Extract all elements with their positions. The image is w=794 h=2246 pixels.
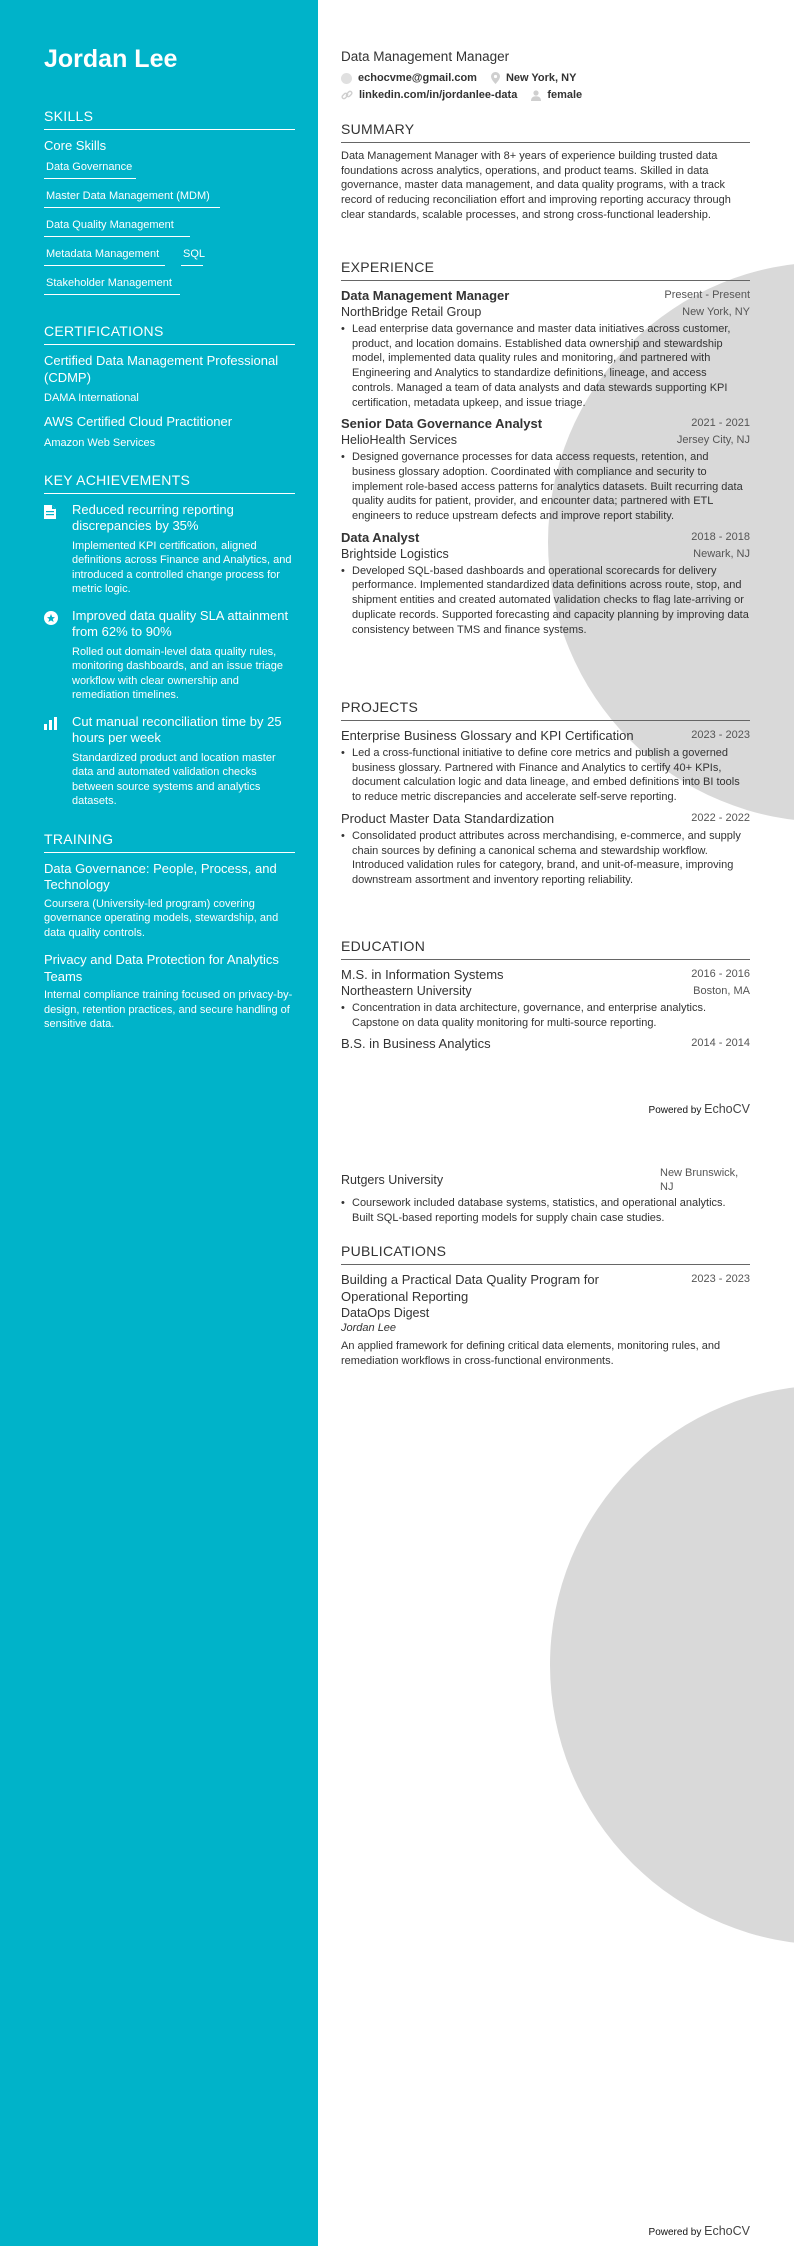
- candidate-name: Jordan Lee: [44, 45, 178, 73]
- projects-heading: PROJECTS: [341, 699, 750, 721]
- experience-entry: [341, 529, 750, 638]
- contact-location: [491, 71, 577, 85]
- training-name: Data Governance: People, Process, and Technology: [44, 860, 277, 892]
- email-icon: [341, 73, 352, 84]
- project-title: Enterprise Business Glossary and KPI Certification: [341, 728, 634, 743]
- job-title: Data Management Manager: [341, 49, 510, 64]
- skill-chip: SQL: [181, 243, 203, 266]
- training-heading: TRAINING: [44, 831, 295, 853]
- skill-chip: Master Data Management (MDM): [44, 185, 220, 208]
- gender-text: female: [547, 89, 583, 101]
- project-date: 2022 - 2022: [691, 811, 750, 824]
- contact-email[interactable]: [341, 71, 477, 85]
- contact-row: [341, 71, 590, 85]
- cert-org: Amazon Web Services: [44, 436, 156, 449]
- school: Rutgers University: [341, 1173, 444, 1187]
- entry-title: Data Management Manager: [341, 288, 510, 303]
- entry-date: Present - Present: [664, 289, 750, 301]
- training-name: Privacy and Data Protection for Analytics Teams: [44, 952, 279, 984]
- entry-title: Data Analyst: [341, 529, 420, 545]
- publications-section: [341, 1243, 750, 1373]
- project-bullet: • Led a cross-functional initiative to define core metrics and publish a governed business glossary. Partnered with Finance and Analytics to certify 40+ KPIs, document calculation logic and data lineage, and embed definitions into BI tools to reduce metric discrepancies and accelerate self-serve reporting.: [341, 746, 750, 805]
- project-entry: [341, 810, 750, 888]
- experience-entry: [341, 287, 750, 410]
- project-bullet: • Consolidated product attributes across merchandising, e-commerce, and supply chain sources by defining a canonical schema and stewardship workflow. Introduced validation rules for category, brand, and unit-of-measure, improving downstream assortment and inventory reporting reliability.: [341, 829, 750, 888]
- contact-row: [341, 88, 596, 102]
- email-text: echocvme@gmail.com: [358, 72, 477, 84]
- achievement-desc: Implemented KPI certification, aligned definitions across Finance and Analytics, and introduced a controlled change process for metric logic.: [72, 539, 292, 595]
- education-entry: [341, 1035, 750, 1052]
- publication-author: Jordan Lee: [341, 1322, 397, 1334]
- document-icon: [44, 502, 72, 597]
- school-location: Boston, MA: [693, 985, 750, 997]
- education-entry: [341, 966, 750, 1030]
- skill-list: [44, 156, 295, 301]
- certifications-section: [44, 323, 295, 450]
- cert-name: Certified Data Management Professional (CDMP): [44, 353, 279, 385]
- experience-section: [341, 259, 750, 642]
- entry-bullet: • Developed SQL-based dashboards and operational scorecards for delivery performance. Implemented standardized data definitions across route, stop, and shipment entities and created automated validation checks to flag late-arriving or duplicate records. Supported forecasting and capacity planning by improving data consistency between TMS and finance systems.: [341, 564, 750, 638]
- degree: M.S. in Information Systems: [341, 967, 504, 982]
- entry-bullet: • Lead enterprise data governance and master data initiatives across customer, product, and location domains. Established data ownership and stewardship model, implemented data quality rules and monitoring, and partnered with Engineering and Analytics to standardize definitions, lineage, and access controls. Managed a team of data analysts and data stewards supporting KPI certification, metadata upkeep, and issue triage.: [341, 322, 750, 410]
- publication-entry: [341, 1271, 750, 1368]
- achievement-item: [44, 714, 295, 809]
- education-bullet: • Coursework included database systems, statistics, and operational analytics. Built SQL-based reporting models for supply chain case studies.: [341, 1196, 750, 1225]
- education-bullet: • Concentration in data architecture, governance, and enterprise analytics. Capstone on data quality monitoring for multi-source reporting.: [341, 1001, 750, 1030]
- education-continued: [341, 1166, 750, 1225]
- achievements-section: [44, 472, 295, 809]
- education-section: [341, 938, 750, 1057]
- entry-org: Brightside Logistics: [341, 546, 449, 561]
- bar-chart-icon: [44, 714, 72, 809]
- location-text: New York, NY: [505, 72, 577, 84]
- skills-heading: SKILLS: [44, 108, 295, 130]
- achievement-item: [44, 608, 295, 703]
- skill-group-title: Core Skills: [44, 138, 107, 153]
- summary-section: [341, 121, 750, 223]
- achievement-desc: Standardized product and location master data and automated validation checks between source systems and analytics datasets.: [72, 751, 276, 807]
- brand-logo: EchoCV: [704, 2224, 750, 2238]
- cert-name: AWS Certified Cloud Practitioner: [44, 414, 233, 429]
- achievements-heading: KEY ACHIEVEMENTS: [44, 472, 295, 494]
- linkedin-text: linkedin.com/in/jordanlee-data: [359, 89, 518, 101]
- degree: B.S. in Business Analytics: [341, 1036, 491, 1052]
- powered-by-footer[interactable]: [649, 2224, 750, 2238]
- location-pin-icon: [491, 72, 500, 84]
- project-title: Product Master Data Standardization: [341, 810, 555, 826]
- contact-gender: [531, 88, 582, 102]
- skills-section: [44, 108, 295, 301]
- achievement-item: [44, 502, 295, 597]
- link-icon: [341, 89, 353, 101]
- project-entry: [341, 727, 750, 805]
- publication-date: 2023 - 2023: [691, 1273, 750, 1285]
- publication-venue: DataOps Digest: [341, 1306, 430, 1320]
- projects-section: [341, 699, 750, 893]
- achievement-title: Cut manual reconciliation time by 25 hours per week: [72, 713, 282, 745]
- experience-heading: EXPERIENCE: [341, 259, 750, 281]
- entry-date: 2021 - 2021: [691, 417, 750, 430]
- cert-org: DAMA International: [44, 392, 139, 404]
- education-heading: EDUCATION: [341, 938, 750, 960]
- entry-location: Jersey City, NJ: [676, 434, 750, 447]
- powered-by-prefix: Powered by: [648, 2227, 702, 2238]
- school-location: New Brunswick, NJ: [660, 1167, 739, 1193]
- entry-org: NorthBridge Retail Group: [341, 305, 482, 319]
- achievement-title: Improved data quality SLA attainment from 62% to 90%: [72, 607, 289, 639]
- sidebar: [0, 0, 318, 2246]
- badge-icon: [44, 608, 72, 703]
- entry-title: Senior Data Governance Analyst: [341, 416, 543, 432]
- contact-linkedin[interactable]: [341, 88, 517, 102]
- training-desc: Coursera (University-led program) covering governance operating models, stewardship, and data quality controls.: [44, 897, 279, 939]
- decorative-circle-bottom: [550, 1385, 794, 1945]
- powered-by-footer[interactable]: [649, 1102, 750, 1116]
- entry-location: Newark, NJ: [693, 547, 750, 560]
- education-date: 2014 - 2014: [691, 1037, 750, 1050]
- skill-chip: Metadata Management: [44, 243, 165, 266]
- education-date: 2016 - 2016: [691, 968, 750, 980]
- training-section: [44, 831, 295, 1032]
- school: Northeastern University: [341, 984, 472, 998]
- achievement-title: Reduced recurring reporting discrepancies by 35%: [72, 501, 234, 533]
- powered-by-prefix: Powered by: [648, 1105, 702, 1116]
- entry-date: 2018 - 2018: [691, 530, 750, 543]
- certifications-heading: CERTIFICATIONS: [44, 323, 295, 345]
- achievement-desc: Rolled out domain-level data quality rules, monitoring dashboards, and an issue triage workflow with clear ownership and remediation timelines.: [72, 645, 283, 701]
- entry-org: HelioHealth Services: [341, 433, 458, 448]
- skill-chip: Data Quality Management: [44, 214, 190, 237]
- project-date: 2023 - 2023: [691, 729, 750, 741]
- training-desc: Internal compliance training focused on privacy-by-design, retention practices, and secure handling of sensitive data.: [44, 989, 293, 1030]
- experience-entry: [341, 415, 750, 524]
- publication-title: Building a Practical Data Quality Program for Operational Reporting: [341, 1272, 599, 1304]
- skill-chip: Stakeholder Management: [44, 272, 180, 295]
- person-icon: [531, 90, 541, 101]
- summary-heading: SUMMARY: [341, 121, 750, 143]
- publication-desc: An applied framework for defining critical data elements, monitoring rules, and remediation workflows in cross-functional environments.: [341, 1340, 721, 1367]
- entry-location: New York, NY: [682, 306, 750, 318]
- summary-text: Data Management Manager with 8+ years of experience building trusted data foundations across analytics, operations, and product teams. Skilled in data governance, master data management, and data quality programs, with a track record of reducing reconciliation effort and improving reporting accuracy through clear standards, scalable processes, and strong cross-functional leadership.: [341, 150, 731, 221]
- entry-bullet: • Designed governance processes for data access requests, retention, and business glossary adoption. Coordinated with compliance and security to implement role-based access patterns for analytics datasets. Built recurring data quality audits for patient, provider, and encounter data; partnered with ETL engineers to reduce upstream defects and improve report stability.: [341, 450, 750, 524]
- publications-heading: PUBLICATIONS: [341, 1243, 750, 1265]
- skill-chip: Data Governance: [44, 156, 136, 179]
- brand-logo: EchoCV: [704, 1102, 750, 1116]
